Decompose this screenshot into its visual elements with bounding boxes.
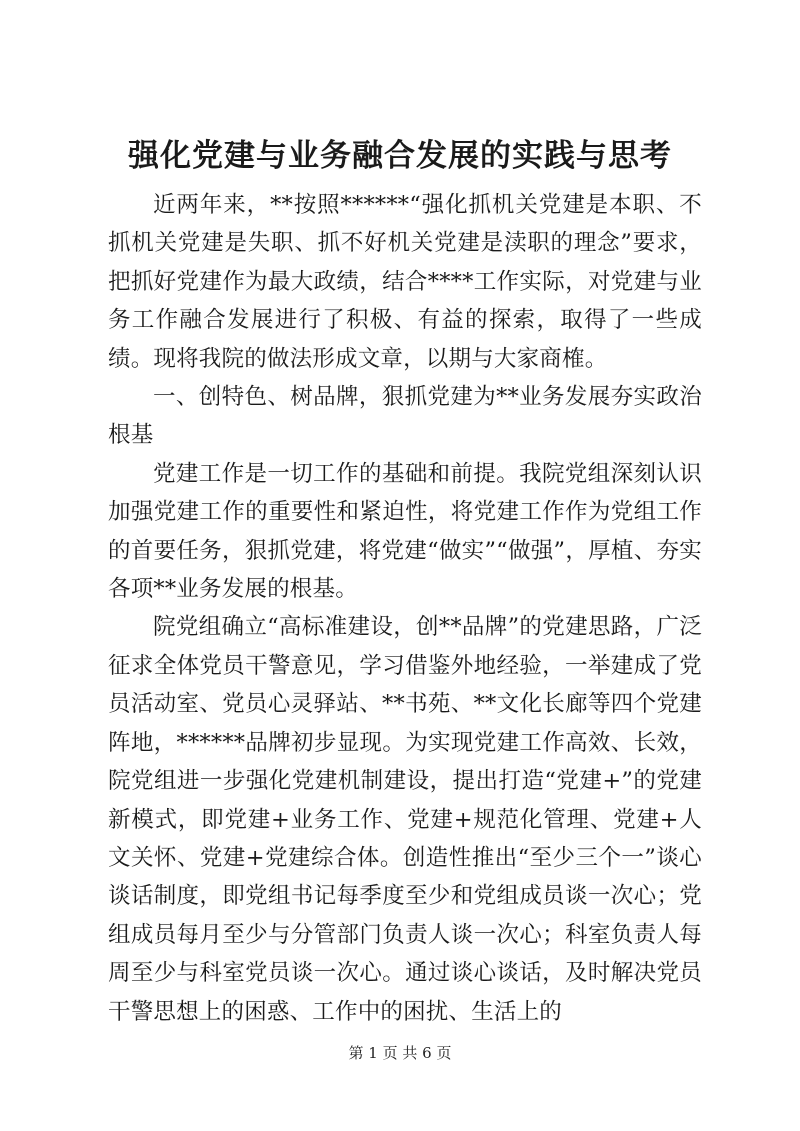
section-heading-1: 一、创特色、树品牌，狠抓党建为**业务发展夯实政治根基	[108, 384, 702, 449]
page-number-footer: 第 1 页 共 6 页	[348, 1044, 452, 1062]
paragraph-intro: 近两年来，**按照******“强化抓机关党建是本职、不抓机关党建是失职、抓不好机关党建是渎职的理念”要求，把抓好党建作为最大政绩，结合****工作实际，对党建与业务工作融合发展进行了积极、有益的探索，取得了一些成绩。现将我院的做法形成文章，以期与大家商榷。	[108, 192, 702, 372]
document-title: 强化党建与业务融合发展的实践与思考	[128, 138, 672, 174]
paragraph-party-building-brand: 院党组确立“高标准建设，创**品牌”的党建思路，广泛征求全体党员干警意见，学习借鉴外地经验，一举建成了党员活动室、党员心灵驿站、**书苑、**文化长廊等四个党建阵地，******品牌初步显现。为实现党建工作高效、长效，院党组进一步强化党建机制建设，提出打造“党建+”的党建新模式，即党建+业务工作、党建+规范化管理、党建+人文关怀、党建+党建综合体。创造性推出“至少三个一”谈心谈话制度，即党组书记每季度至少和党组成员谈一次心；党组成员每月至少与分管部门负责人谈一次心；科室负责人每周至少与科室党员谈一次心。通过谈心谈话，及时解决党员干警思想上的困惑、工作中的困扰、生活上的	[108, 614, 702, 1025]
document-body	[108, 186, 702, 1031]
paragraph-party-building-foundation: 党建工作是一切工作的基础和前提。我院党组深刻认识加强党建工作的重要性和紧迫性，将党建工作作为党组工作的首要任务，狠抓党建，将党建“做实”“做强”，厚植、夯实各项**业务发展的根基。	[108, 460, 702, 603]
